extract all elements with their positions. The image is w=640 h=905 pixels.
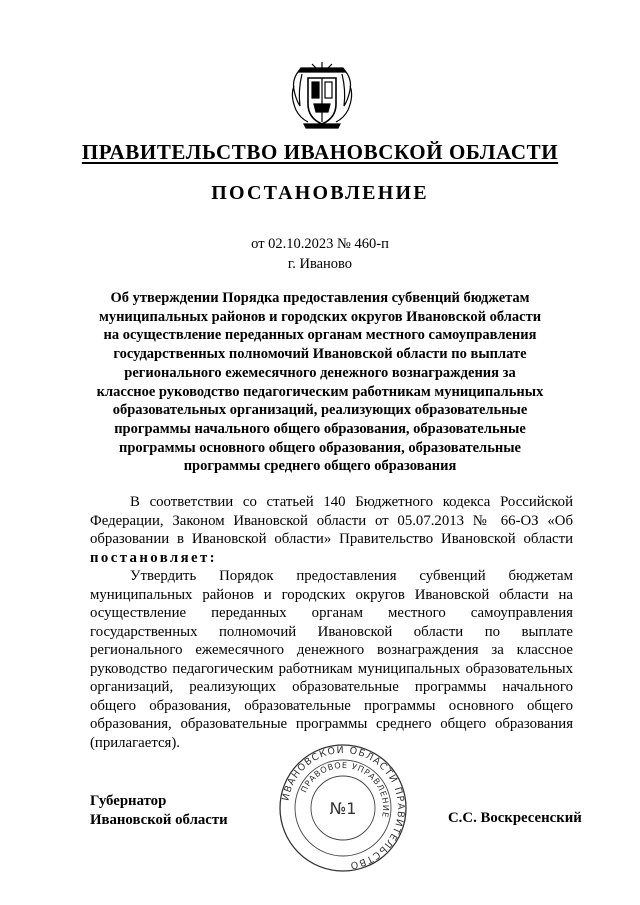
document-subject: Об утверждении Порядка предоставления субвенций бюджетам муниципальных районов и городских округов Ивановской области на осуществление переданных органам местного самоуправления государственных полномочий Ивановской области по выплате регионального ежемесячного денежного вознаграждения за классное руководство педагогическим работникам муниципальных образовательных организаций, реализующих образовательные программы начального общего образования, образовательные программы основного общего образования, образовательные программы среднего общего образования <box>96 290 544 475</box>
coat-of-arms-icon <box>288 60 356 132</box>
signer-title-line1: Губернатор <box>90 793 167 809</box>
document-city: г. Иваново <box>287 256 353 272</box>
stamp-outer-text: ИВАНОВСКОЙ ОБЛАСТИ ПРАВИТЕЛЬСТВО <box>280 744 407 871</box>
official-stamp <box>277 742 409 874</box>
signer-name: С.С. Воскресенский <box>448 810 582 826</box>
stamp-number: №1 <box>329 799 357 818</box>
signer-title-line2: Ивановской области <box>90 811 228 828</box>
document-date-number: от 02.10.2023 № 460-п <box>251 236 389 252</box>
decision-paragraph: Утвердить Порядок предоставления субвенций бюджетам муниципальных районов и городских округов Ивановской области на осуществление переданных органам местного самоуправления государственных полномочий Ивановской области по выплате регионального ежемесячного денежного вознаграждения за классное руководство педагогическим работникам муниципальных образовательных организаций, реализующих образовательные программы начального общего образования, образовательные программы основного общего образования, образовательные программы среднего общего образования (прилагается). <box>90 568 573 751</box>
preamble-paragraph <box>90 493 573 567</box>
stamp-inner-text: ПРАВОВОЕ УПРАВЛЕНИЕ <box>298 759 392 819</box>
resolves-word: постановляет: <box>90 549 217 566</box>
signer-title <box>90 792 228 829</box>
preamble-text: В соответствии со статьей 140 Бюджетного кодекса Российской Федерации, Законом Ивановской области от 05.07.2013 № 66-ОЗ «Об образовании в Ивановской области» Правительство Ивановской области <box>90 494 573 547</box>
organization-title: ПРАВИТЕЛЬСТВО ИВАНОВСКОЙ ОБЛАСТИ <box>81 140 559 164</box>
document-type: ПОСТАНОВЛЕНИЕ <box>211 182 429 204</box>
